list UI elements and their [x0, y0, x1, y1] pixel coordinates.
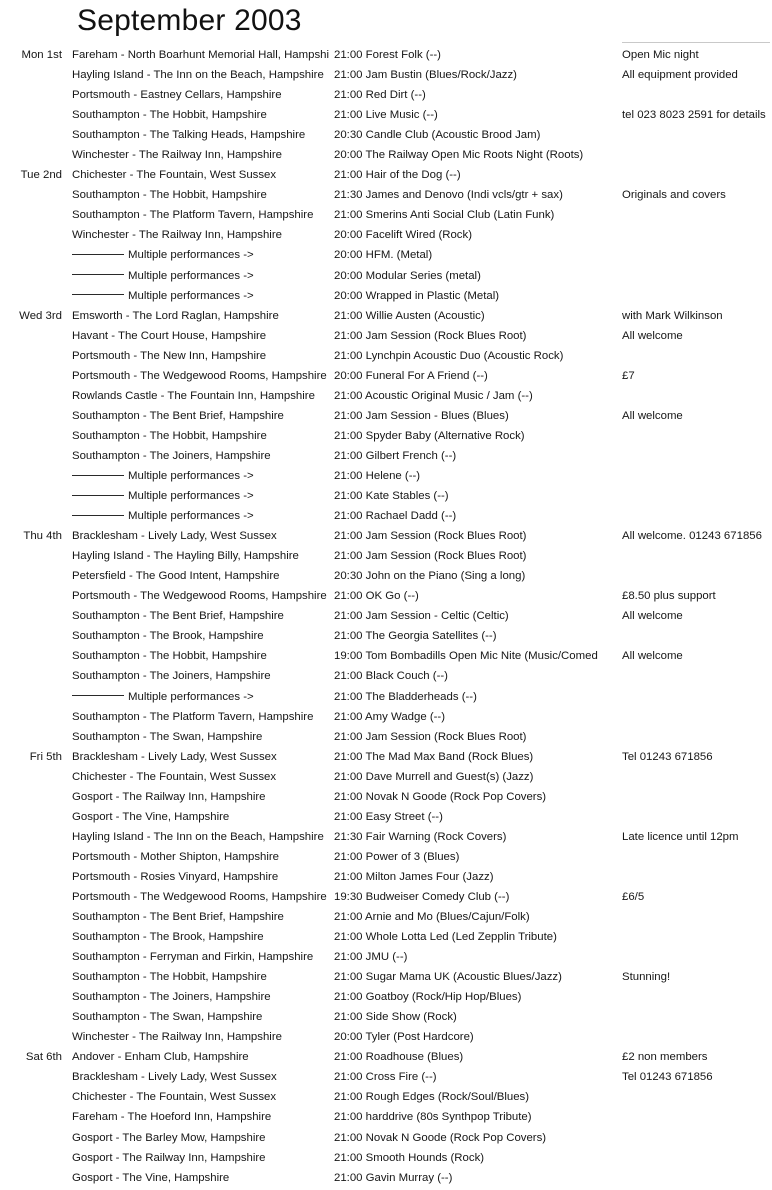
gig-row	[0, 668, 772, 688]
gig-note: £8.50 plus support	[622, 590, 716, 603]
gig-time-and-act: 21:00 Lynchpin Acoustic Duo (Acoustic Rock)	[334, 349, 564, 362]
header-rule	[622, 42, 770, 43]
gig-time-and-act: 21:00 Sugar Mama UK (Acoustic Blues/Jazz)	[334, 971, 562, 984]
gig-venue: Southampton - The Platform Tavern, Hampshire	[72, 710, 314, 723]
gig-venue: Hayling Island - The Hayling Billy, Hampshire	[72, 550, 299, 563]
gig-time-and-act: 21:30 Fair Warning (Rock Covers)	[334, 830, 507, 843]
gig-row	[0, 689, 772, 709]
gig-row	[0, 1069, 772, 1089]
gig-time-and-act: 21:00 Jam Session (Rock Blues Root)	[334, 550, 527, 563]
gig-row	[0, 328, 772, 348]
gig-time-and-act: 20:00 Modular Series (metal)	[334, 269, 481, 282]
gig-venue: Winchester - The Railway Inn, Hampshire	[72, 1031, 282, 1044]
gig-row	[0, 107, 772, 127]
gig-row	[0, 588, 772, 608]
page-title: September 2003	[77, 4, 302, 37]
multiple-performances-marker	[72, 690, 254, 704]
gig-time-and-act: 21:00 Willie Austen (Acoustic)	[334, 309, 485, 322]
gig-day-label: Tue 2nd	[20, 169, 62, 182]
gig-venue: Bracklesham - Lively Lady, West Sussex	[72, 1071, 277, 1084]
gig-venue: Gosport - The Vine, Hampshire	[72, 1171, 230, 1184]
gig-time-and-act: 21:00 Rachael Dadd (--)	[334, 510, 457, 523]
gig-row	[0, 187, 772, 207]
gig-time-and-act: 21:30 James and Denovo (Indi vcls/gtr + sax)	[334, 189, 563, 202]
gig-time-and-act: 20:00 HFM. (Metal)	[334, 249, 433, 262]
gig-time-and-act: 21:00 OK Go (--)	[334, 590, 419, 603]
gig-row	[0, 889, 772, 909]
gig-venue: Southampton - The Hobbit, Hampshire	[72, 109, 267, 122]
multiple-performances-label: Multiple performances ->	[128, 490, 254, 503]
gig-row	[0, 969, 772, 989]
gig-venue: Fareham - North Boarhunt Memorial Hall, Hampshi	[72, 49, 330, 61]
gig-row	[0, 127, 772, 147]
gig-row	[0, 247, 772, 267]
gig-row	[0, 308, 772, 328]
gig-time-and-act: 21:00 Black Couch (--)	[334, 670, 448, 683]
gig-row	[0, 548, 772, 568]
multiple-performances-label: Multiple performances ->	[128, 249, 254, 262]
gig-venue: Portsmouth - The Wedgewood Rooms, Hampshire	[72, 369, 327, 382]
continuation-dash-icon	[72, 274, 124, 275]
gig-note: with Mark Wilkinson	[622, 309, 723, 322]
gig-note: All welcome. 01243 671856	[622, 530, 762, 543]
gig-row	[0, 167, 772, 187]
gig-venue: Southampton - The Hobbit, Hampshire	[72, 650, 267, 663]
continuation-dash-icon	[72, 475, 124, 476]
gig-time-and-act: 21:00 Cross Fire (--)	[334, 1071, 437, 1084]
gig-time-and-act: 21:00 The Georgia Satellites (--)	[334, 630, 497, 643]
gig-time-and-act: 21:00 Jam Session (Rock Blues Root)	[334, 530, 527, 543]
gig-row	[0, 288, 772, 308]
gig-row	[0, 729, 772, 749]
gig-time-and-act: 21:00 Jam Session (Rock Blues Root)	[334, 329, 527, 342]
gig-time-and-act: 21:00 Easy Street (--)	[334, 810, 443, 823]
gig-row	[0, 227, 772, 247]
gig-row	[0, 1009, 772, 1029]
gig-row	[0, 508, 772, 528]
gig-time-and-act: 19:00 Tom Bombadills Open Mic Nite (Music/Comed	[334, 650, 598, 663]
gig-row	[0, 1029, 772, 1049]
gig-day-label: Sat 6th	[25, 1051, 62, 1064]
gig-venue: Southampton - Ferryman and Firkin, Hampshire	[72, 951, 314, 964]
gig-venue: Chichester - The Fountain, West Sussex	[72, 770, 277, 783]
gig-row	[0, 207, 772, 227]
gig-time-and-act: 21:00 The Mad Max Band (Rock Blues)	[334, 750, 534, 763]
continuation-dash-icon	[72, 695, 124, 696]
gig-row	[0, 568, 772, 588]
gig-time-and-act: 21:00 Jam Bustin (Blues/Rock/Jazz)	[334, 69, 517, 82]
gig-note: All welcome	[622, 329, 683, 342]
gig-row	[0, 1130, 772, 1150]
gig-time-and-act: 21:00 Arnie and Mo (Blues/Cajun/Folk)	[334, 911, 530, 924]
gig-row	[0, 989, 772, 1009]
gig-venue: Chichester - The Fountain, West Sussex	[72, 169, 277, 182]
gig-row	[0, 949, 772, 969]
gig-time-and-act: 19:30 Budweiser Comedy Club (--)	[334, 890, 510, 903]
gig-time-and-act: 21:00 Red Dirt (--)	[334, 89, 426, 102]
gig-row	[0, 849, 772, 869]
gig-day-label: Wed 3rd	[19, 309, 62, 322]
gig-time-and-act: 21:00 The Bladderheads (--)	[334, 690, 477, 703]
gig-time-and-act: 20:00 Facelift Wired (Rock)	[334, 229, 472, 242]
gig-time-and-act: 21:00 Jam Session - Blues (Blues)	[334, 409, 509, 422]
gig-venue: Southampton - The Talking Heads, Hampshire	[72, 129, 306, 142]
gig-row	[0, 869, 772, 889]
gig-venue: Southampton - The Joiners, Hampshire	[72, 991, 271, 1004]
gig-time-and-act: 20:00 Tyler (Post Hardcore)	[334, 1031, 474, 1044]
gig-venue: Southampton - The Hobbit, Hampshire	[72, 429, 267, 442]
gig-row	[0, 1049, 772, 1069]
gig-note: £6/5	[622, 890, 645, 903]
gig-time-and-act: 21:00 Hair of the Dog (--)	[334, 169, 461, 182]
gig-venue: Gosport - The Barley Mow, Hampshire	[72, 1131, 266, 1144]
gig-venue: Hayling Island - The Inn on the Beach, Hampshire	[72, 830, 324, 843]
gig-venue: Southampton - The Brook, Hampshire	[72, 630, 264, 643]
gig-note: All welcome	[622, 409, 683, 422]
gig-day-label: Mon 1st	[21, 49, 62, 61]
multiple-performances-label: Multiple performances ->	[128, 289, 254, 302]
gig-venue: Southampton - The Bent Brief, Hampshire	[72, 409, 284, 422]
gig-venue: Gosport - The Vine, Hampshire	[72, 810, 230, 823]
gig-venue: Portsmouth - Rosies Vinyard, Hampshire	[72, 870, 279, 883]
gig-time-and-act: 21:00 Power of 3 (Blues)	[334, 850, 460, 863]
gig-time-and-act: 20:30 Candle Club (Acoustic Brood Jam)	[334, 129, 541, 142]
gig-venue: Southampton - The Bent Brief, Hampshire	[72, 610, 284, 623]
gig-venue: Portsmouth - Mother Shipton, Hampshire	[72, 850, 280, 863]
gig-venue: Bracklesham - Lively Lady, West Sussex	[72, 750, 277, 763]
gig-venue: Havant - The Court House, Hampshire	[72, 329, 267, 342]
gig-time-and-act: 21:00 harddrive (80s Synthpop Tribute)	[334, 1111, 532, 1124]
gig-venue: Emsworth - The Lord Raglan, Hampshire	[72, 309, 279, 322]
multiple-performances-label: Multiple performances ->	[128, 690, 254, 703]
gig-time-and-act: 21:00 Live Music (--)	[334, 109, 438, 122]
gig-venue: Gosport - The Railway Inn, Hampshire	[72, 790, 266, 803]
gig-time-and-act: 21:00 Jam Session - Celtic (Celtic)	[334, 610, 509, 623]
gig-note: tel 023 8023 2591 for details	[622, 109, 766, 122]
gig-row	[0, 789, 772, 809]
gig-row	[0, 648, 772, 668]
gig-time-and-act: 21:00 Smerins Anti Social Club (Latin Funk)	[334, 209, 555, 222]
gig-time-and-act: 21:00 Jam Session (Rock Blues Root)	[334, 730, 527, 743]
gig-venue: Winchester - The Railway Inn, Hampshire	[72, 149, 282, 162]
multiple-performances-marker	[72, 248, 254, 262]
gig-note: Tel 01243 671856	[622, 1071, 713, 1084]
gig-row	[0, 1109, 772, 1129]
gig-venue: Southampton - The Joiners, Hampshire	[72, 449, 271, 462]
gig-row	[0, 87, 772, 107]
gig-time-and-act: 21:00 Side Show (Rock)	[334, 1011, 457, 1024]
multiple-performances-marker	[72, 509, 254, 523]
gig-time-and-act: 21:00 Whole Lotta Led (Led Zepplin Tribute)	[334, 931, 557, 944]
gig-row	[0, 909, 772, 929]
gig-listing-table	[0, 47, 772, 1190]
gig-time-and-act: 21:00 Acoustic Original Music / Jam (--)	[334, 389, 533, 402]
multiple-performances-marker	[72, 469, 254, 483]
gig-day-label: Thu 4th	[23, 530, 62, 543]
gig-row	[0, 448, 772, 468]
gig-time-and-act: 21:00 Novak N Goode (Rock Pop Covers)	[334, 790, 547, 803]
gig-row	[0, 488, 772, 508]
multiple-performances-marker	[72, 269, 254, 283]
gig-venue: Chichester - The Fountain, West Sussex	[72, 1091, 277, 1104]
gig-note: Originals and covers	[622, 189, 726, 202]
gig-venue: Andover - Enham Club, Hampshire	[72, 1051, 249, 1064]
gig-venue: Southampton - The Swan, Hampshire	[72, 730, 263, 743]
gig-time-and-act: 21:00 Amy Wadge (--)	[334, 710, 445, 723]
gig-venue: Southampton - The Hobbit, Hampshire	[72, 971, 267, 984]
gig-row	[0, 1170, 772, 1190]
gig-time-and-act: 21:00 Milton James Four (Jazz)	[334, 870, 494, 883]
gig-time-and-act: 21:00 Kate Stables (--)	[334, 490, 449, 503]
gig-time-and-act: 21:00 Forest Folk (--)	[334, 49, 441, 61]
continuation-dash-icon	[72, 495, 124, 496]
gig-time-and-act: 20:00 Funeral For A Friend (--)	[334, 369, 488, 382]
gig-row	[0, 1150, 772, 1170]
multiple-performances-marker	[72, 489, 254, 503]
gig-row	[0, 628, 772, 648]
gig-row	[0, 368, 772, 388]
gig-time-and-act: 20:00 The Railway Open Mic Roots Night (Roots)	[334, 149, 584, 162]
gig-row	[0, 348, 772, 368]
gig-note: All welcome	[622, 650, 683, 663]
gig-note: Stunning!	[622, 971, 671, 984]
gig-venue: Southampton - The Swan, Hampshire	[72, 1011, 263, 1024]
gig-note: All equipment provided	[622, 69, 738, 82]
gig-time-and-act: 21:00 Gilbert French (--)	[334, 449, 457, 462]
gig-row	[0, 528, 772, 548]
multiple-performances-label: Multiple performances ->	[128, 510, 254, 523]
gig-time-and-act: 21:00 Roadhouse (Blues)	[334, 1051, 464, 1064]
gig-row	[0, 408, 772, 428]
gig-row	[0, 769, 772, 789]
gig-venue: Portsmouth - Eastney Cellars, Hampshire	[72, 89, 282, 102]
gig-venue: Gosport - The Railway Inn, Hampshire	[72, 1151, 266, 1164]
gig-venue: Portsmouth - The Wedgewood Rooms, Hampshire	[72, 590, 327, 603]
gig-note: All welcome	[622, 610, 683, 623]
gig-time-and-act: 21:00 Helene (--)	[334, 469, 421, 482]
gig-venue: Southampton - The Brook, Hampshire	[72, 931, 264, 944]
multiple-performances-marker	[72, 289, 254, 303]
gig-row	[0, 608, 772, 628]
gig-venue: Hayling Island - The Inn on the Beach, Hampshire	[72, 69, 324, 82]
gig-time-and-act: 21:00 Gavin Murray (--)	[334, 1171, 453, 1184]
gig-row	[0, 809, 772, 829]
continuation-dash-icon	[72, 294, 124, 295]
gig-note: Tel 01243 671856	[622, 750, 713, 763]
continuation-dash-icon	[72, 254, 124, 255]
gig-time-and-act: 21:00 Rough Edges (Rock/Soul/Blues)	[334, 1091, 530, 1104]
gig-time-and-act: 21:00 Smooth Hounds (Rock)	[334, 1151, 485, 1164]
gig-time-and-act: 21:00 JMU (--)	[334, 951, 408, 964]
gig-venue: Southampton - The Hobbit, Hampshire	[72, 189, 267, 202]
gig-time-and-act: 21:00 Dave Murrell and Guest(s) (Jazz)	[334, 770, 534, 783]
gig-day-label: Fri 5th	[29, 750, 62, 763]
gig-row	[0, 709, 772, 729]
gig-row	[0, 67, 772, 87]
gig-time-and-act: 20:00 Wrapped in Plastic (Metal)	[334, 289, 500, 302]
continuation-dash-icon	[72, 515, 124, 516]
gig-row	[0, 1089, 772, 1109]
gig-row	[0, 47, 772, 67]
gig-time-and-act: 20:30 John on the Piano (Sing a long)	[334, 570, 526, 583]
gig-venue: Southampton - The Bent Brief, Hampshire	[72, 911, 284, 924]
gig-time-and-act: 21:00 Goatboy (Rock/Hip Hop/Blues)	[334, 991, 522, 1004]
gig-venue: Southampton - The Platform Tavern, Hampshire	[72, 209, 314, 222]
gig-venue: Portsmouth - The New Inn, Hampshire	[72, 349, 267, 362]
gig-row	[0, 829, 772, 849]
gig-time-and-act: 21:00 Spyder Baby (Alternative Rock)	[334, 429, 525, 442]
gig-row	[0, 388, 772, 408]
gig-row	[0, 929, 772, 949]
gig-row	[0, 428, 772, 448]
gig-row	[0, 147, 772, 167]
gig-row	[0, 268, 772, 288]
gig-note: Late licence until 12pm	[622, 830, 739, 843]
gig-time-and-act: 21:00 Novak N Goode (Rock Pop Covers)	[334, 1131, 547, 1144]
gig-venue: Fareham - The Hoeford Inn, Hampshire	[72, 1111, 272, 1124]
gig-note: Open Mic night	[622, 49, 699, 61]
gig-venue: Rowlands Castle - The Fountain Inn, Hampshire	[72, 389, 315, 402]
gig-venue: Southampton - The Joiners, Hampshire	[72, 670, 271, 683]
gig-venue: Bracklesham - Lively Lady, West Sussex	[72, 530, 277, 543]
gig-note: £7	[622, 369, 635, 382]
gig-venue: Petersfield - The Good Intent, Hampshire	[72, 570, 280, 583]
multiple-performances-label: Multiple performances ->	[128, 469, 254, 482]
gig-row	[0, 468, 772, 488]
gig-note: £2 non members	[622, 1051, 708, 1064]
multiple-performances-label: Multiple performances ->	[128, 269, 254, 282]
gig-row	[0, 749, 772, 769]
gig-venue: Winchester - The Railway Inn, Hampshire	[72, 229, 282, 242]
gig-venue: Portsmouth - The Wedgewood Rooms, Hampshire	[72, 890, 327, 903]
